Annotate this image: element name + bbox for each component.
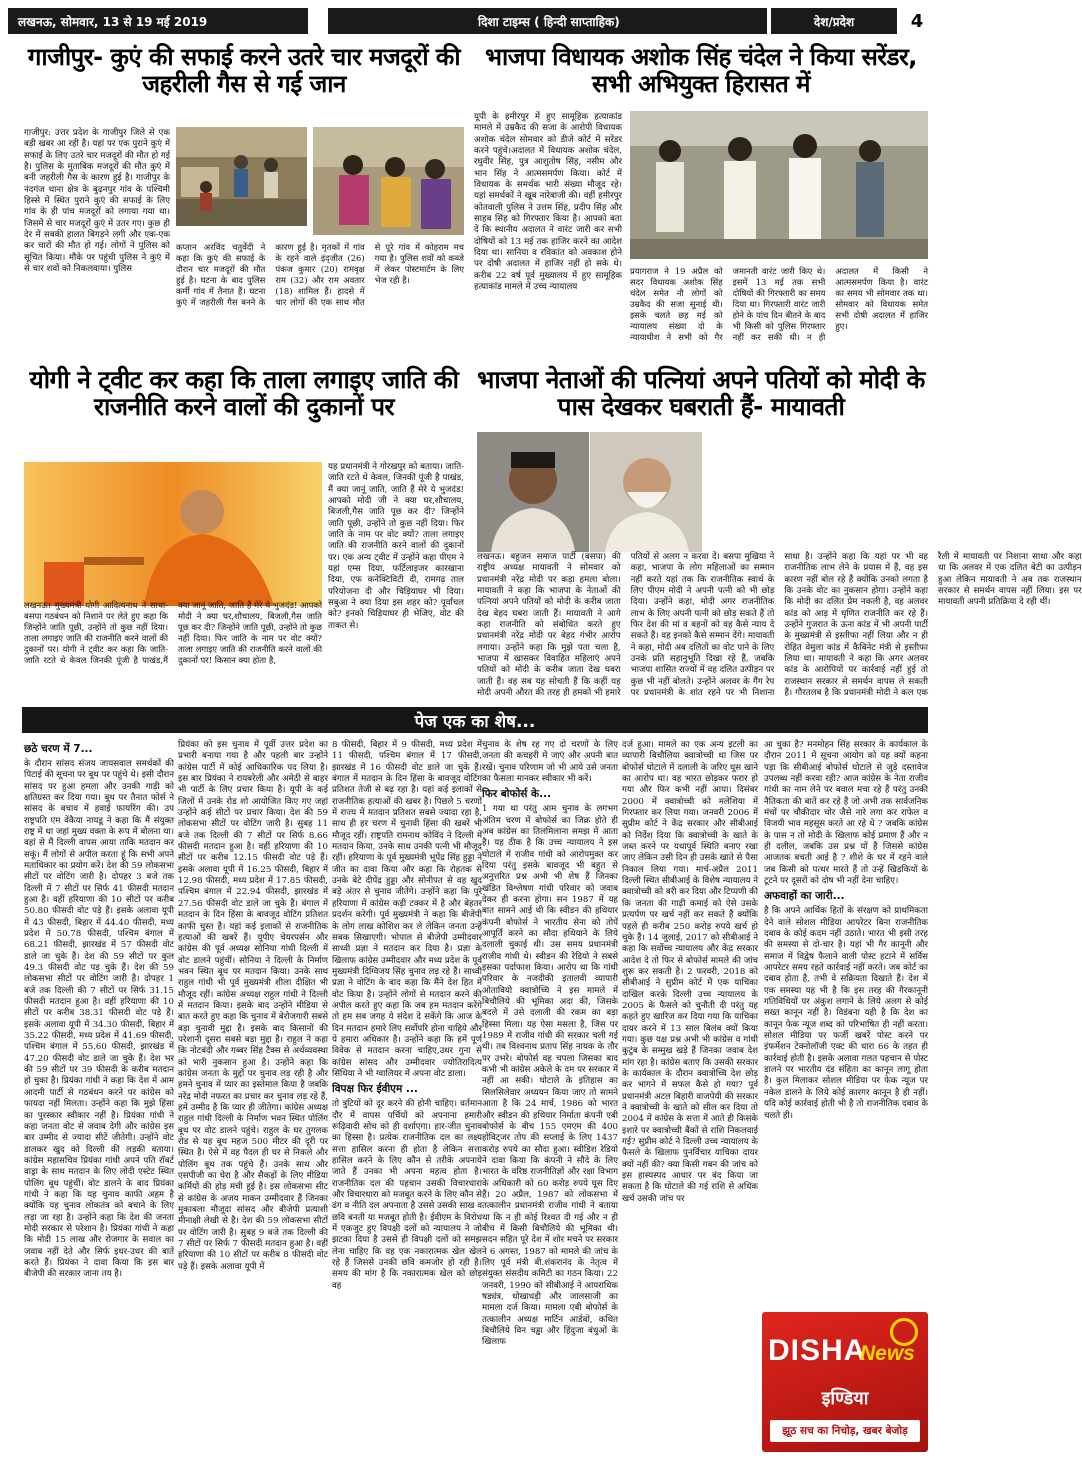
continuation-head-bofors: फिर बोफोर्स के... xyxy=(482,788,552,801)
continuation-head-rumours: अफवाहों का जारी... xyxy=(764,890,845,903)
continuation-text-priyanka: प्रियंका को इस चुनाव में पूर्वी उत्तर प्रदेश का प्रभारी बनाया गया है और पहली बार उन्होंने कांग्रेस पार्टी में कोई आधिकारिक पद लिया है। इस बार प्रियंका ने रायबरेली और अमेठी से बाहर भी पार्टी के लिए प्रचार किया है। यूपी के कई जिलों में उनके रोड शो आयोजित किए गए जहां उन्होंने कई सीटों पर प्रचार किया। देश की 59 लोकसभा सीटों पर वोटिंग जारी है। सुबह 11 बजे तक दिल्ली की 7 सीटों पर सिर्फ 8.66 फीसदी मतदान हुआ है। वहीं हरियाणा की 10 सीटों पर करीब 12.15 फीसदी वोट पड़े हैं। इसके अलावा यूपी में 16.25 फीसदी, बिहार में 12.98 फीसदी, मध्य प्रदेश में 17.85 फीसदी, पश्चिम बंगाल में 22.94 फीसदी, झारखंड में 27.56 फीसदी वोट डाले जा चुके हैं। बंगाल में मतदान के दिन हिंसा के बावजूद वोटिंग प्रतिशत काफी चुस्त है। यहां कई इलाकों से राजनीतिक हत्याओं की खबरें हैं। यूपीए चेयरपर्सन और कांग्रेस की पूर्व अध्यक्ष सोनिया गांधी दिल्ली में वोट डालने पहुंचीं। सोनिया ने दिल्ली के निर्माण भवन स्थित बूथ पर मतदान किया। उनके साथ राहुल गांधी भी पूर्व मुख्यमंत्री शीला दीक्षित भी मौजूद रहीं। कांग्रेस अध्यक्ष राहुल गांधी ने दिल्ली में मतदान किया। इसके बाद उन्होंने मीडिया से बात करते हुए कहा कि चुनाव में बेरोजगारी सबसे बड़ा चुनावी मुद्दा है। इसके बाद किसानों की परेशानी दूसरा सबसे बड़ा मुद्दा है। राहुल ने कहा कि नोटबंदी और गब्बर सिंह टैक्स से अर्थव्यवस्था को भारी नुकसान हुआ है। उन्होंने कहा कि कांग्रेस जनता के मुद्दों पर चुनाव लड़ रही है और हमने चुनाव में प्यार का इस्तेमाल किया है जबकि नरेंद्र मोदी नफरत का प्रचार कर चुनाव लड़ रहे हैं, हमें उम्मीद है कि प्यार ही जीतेगा। कांग्रेस अध्यक्ष राहुल गांधी दिल्ली के निर्माण भवन स्थित पोलिंग बूथ पर वोट डालने पहुंचे। राहुल के घर तुगलक रोड से यह बूथ महज 500 मीटर की दूरी पर स्थित है। ऐसे में वह पैदल ही घर से निकले और पोलिंग बूथ तक पहुंचे हैं। उनके साथ और एसपीजी का घेरा है और सैकड़ों के लिए मीडिया कर्मियों की होड़ मची हुई है। इस लोकसभा सीट से कांग्रेस के अजय माकन उम्मीदवार हैं जिनका मुकाबला मौजूदा सांसद और बीजेपी प्रत्याशी मीनाक्षी लेखी से है। देश की 59 लोकसभा सीटों पर वोटिंग जारी है। सुबह 9 बजे तक दिल्ली की 7 सीटों पर सिर्फ 7 फीसदी मतदान हुआ है। वहीं हरियाणा की 10 सीटों पर करीब 8 फीसदी वोट पड़े हैं। इसके अलावा यूपी में xyxy=(178,740,328,1272)
continuation-head-phase6: छठे चरण में 7... xyxy=(24,743,93,755)
well-rescue-photo xyxy=(176,127,307,226)
story2-body: यूपी के हमीरपुर में हुए सामूहिक हत्याकांड मामले में उम्रकैद की सजा के आरोपी विधायक अशोक चंदेल सोमवार को डीजे कोर्ट में सरेंडर करने पहुंचे।अदालत में विधायक अशोक चंदेल, रघुवीर सिंह, पुत्र आशुतोष सिंह, नसीम और भान सिंह ने आत्मसमर्पण किया। कोर्ट में विधायक के समर्थक भारी संख्या मौजूद रहे। यहां समर्थकों ने खूब नारेबाजी की। वहीं हमीरपुर कोतवाली पुलिस ने उत्तम सिंह, प्रदीप सिंह और साहब सिंह को गिरफ्तार किया है। आपको बता दें कि स्थानीय अदालत ने वारंट जारी कर सभी दोषियों को 13 मई तक हाजिर करने का आदेश दिया था। सानिया व रविकांत को अवकाश होने पर दोषी अदालत में हाजिर नहीं हो सके थे। करीब 22 वर्ष पूर्व मुख्यालय में हुए सामूहिक हत्याकांड मामले में उच्च न्यायालय xyxy=(474,112,622,293)
story3-headline: योगी ने ट्वीट कर कहा कि ताला लगाइए जाति की राजनीति करने वालों की दुकानों पर xyxy=(29,365,459,422)
story2-headline: भाजपा विधायक अशोक सिंह चंदेल ने किया सरेंडर, सभी अभियुक्त हिरासत में xyxy=(485,43,917,98)
continuation-text-bofors2: दर्ज हुआ। मामले का एक अन्य इटली का व्यापारी बिचौलिया क्वात्रोच्ची था जिस पर बोफोर्स घोटाले में दलाली के जरिए घूस खाने का आरोप था। वह भारत छोड़कर फरार हो गया और फिर कभी नहीं आया। दिसंबर 2000 में क्वात्रोच्ची को मलेशिया में गिरफ्तार कर लिया गया। जनवरी 2006 में सुप्रीम कोर्ट ने केंद्र सरकार और सीबीआई को निर्देश दिया कि क्वात्रोच्ची के खाते के जब्त करने पर यथापूर्व स्थिति बनाए रखा जाए लेकिन उसी दिन ही उसके खाते से पैसा निकाल लिया गया। मार्च-अप्रैल 2011 दिल्ली स्थित सीबीआई के विशेष न्यायालय ने क्वात्रोच्ची को बरी कर दिया और टिप्पणी की कि जनता की गाढ़ी कमाई को ऐसे उसके प्रत्यर्पण पर खर्च नहीं कर सकते हैं क्योंकि पहले ही करीब 250 करोड़ रुपये खर्च हो चुके हैं। 14 जुलाई, 2017 को सीबीआई ने कहा कि सर्वोच्च न्यायालय और केंद्र सरकार आदेश दे तो फिर से बोफोर्स मामले की जांच शुरू कर सकती है। 2 फरवरी, 2018 को सीबीआई ने सुप्रीम कोर्ट में एक याचिका दाखिल करके दिल्ली उच्च न्यायालय के 2005 के फैसले को चुनौती दी परंतु यह कहते हुए खारिज कर दिया गया कि याचिका दायर करने में 13 साल बिलंब क्यों किया गया। कुछ यक्ष प्रश्न अभी भी कांग्रेस व गांधी कुटुंब के सम्मुख खड़े हैं जिनका जवाब देश मांग रहा है। कांग्रेस बताए कि उसकी सरकार के कार्यकाल के दौरान क्वात्रोच्चि देश छोड़ कर भागने में सफल कैसे हो गया? पूर्व प्रधानमंत्री अटल बिहारी वाजपेयी की सरकार ने क्वात्रोच्ची के खाते को सील कर दिया तो 2004 में कांग्रेस के सत्ता में आते ही किसके इशारे पर क्वात्रोच्ची बैंकों से राशि निकलवाई गई? सुप्रीम कोर्ट ने दिल्ली उच्च न्यायालय के फैसले के खिलाफ पुनर्विचार याचिका दायर क्यों नहीं की? क्या किसी गबन की जांच को इस हास्यस्पद आधार पर बंद किया जा सकता है कि घोटाले की गई राशि से अधिक खर्च उसकी जांच पर xyxy=(622,740,759,1204)
ad-brand-india: इण्डिया xyxy=(821,1388,869,1409)
continuation-text-bofors3: आ चुका है? मनमोहन सिंह सरकार के कार्यकाल के दौरान 2011 में सूचना आयोग को यह क्यों कहना पड़ा कि सीबीआई बोफोर्स घोटाले से जुड़े दस्तावेज उपलब्ध नहीं करवा रही? आज कांग्रेस के नेता राजीव गांधी का नाम लेने पर बवाल मचा रहे हैं परंतु उनकी नैतिकता की बातें कर रहे हैं जो अभी तक सार्वजनिक मंचों पर चौकीदार चोर जैसे नारे लगा कर राफेल व विजयी भाव महसूस करते आ रहे थे ? जबकि कांग्रेस के पास न तो मोदी के खिलाफ कोई प्रमाण हैं और न ही दलील, जबकि उस प्रश्न यों हैं जिससे कांग्रेस आजतक बचती आई है ? शीशे के घर में रहने वाले जब किसी को पत्थर मारते हैं तो उन्हें खिड़कियों के टूटने पर दूसरों को दोष भी नहीं देना चाहिए। xyxy=(764,740,928,887)
continuation-text-rumours: है कि अपने आर्थिक हितों के संरक्षण को प्राथमिकता देने वाले सोशल मीडिया आपरेटर बिना राजनीतिक दबाव के कोई कदम नहीं उठाते। भारत भी इसी तरह की समस्या से दो-चार है। यहां भी गैर कानूनी और समाज में विद्वेष फैलाने वाली पोस्ट हटाने में सर्विस आपरेटर समय रहते कार्रवाई नहीं करते। जब कोर्ट का दबाव होता है, तभी वे सक्रियता दिखाते हैं। देश में एक समस्या यह भी है कि इस तरह की गैरकानूनी गतिविधियों पर अंकुश लगाने के लिये अलग से कोई सख्त कानून नहीं है। विडंबना यही है कि देश का कानून फेक न्यूज शब्द को परिभाषित ही नहीं करता। सोशल मीडिया पर फर्जी खबरें पोस्ट करने पर इंफर्मेशन टेक्नोलॉजी एक्ट की धारा 66 के तहत ही कार्रवाई होती है। इसके अलावा गलत पहचान से पोस्ट डालने पर भारतीय दंड संहिता का कानून लागू होता है। कुल मिलाकर सोशल मीडिया पर फेक न्यूज पर नकेल डालने के लिये कोई कारगर कानून है ही नहीं। यदि कोई कार्रवाई होती भी है तो राजनीतिक दबाव के चलते ही। xyxy=(764,906,928,1121)
story3-body: यह प्रधानमंत्री ने गोरखपुर को बताया। जाति-जाति रटते थे केवल, जिनकी पूंजी है पाखंड, मैं क्या जानूं जाति, जाति हैं मेरे ये भुजदंड! आपको मोदी जी ने क्या घर,शौचालय, बिजली,गैस जाति पूछ कर दी? जिन्होंने जाति पूछी, उन्होंने तो कुछ नहीं दिया। फिर जाति के नाम पर वोट क्यों? ताला लगाइए जाति की राजनीति करने वालों की दुकानों पर। एक अन्य ट्वीट में उन्होंने कहा पीएम ने यहां एम्स दिया, फर्टिलाइजर कारखाना दिया, एफ कनेक्टिविटी दी, रामगढ़ ताल परियोजना दी और चिड़ियाघर भी दिया। सबुआ ने क्या दिया इस शहर को? पूर्वांचल को? इनको चिड़ियाघर ही भेजिए, वोट की ताकत से। xyxy=(328,462,464,631)
yogi-image xyxy=(24,462,322,606)
ad-brand-disha: DISHA xyxy=(768,1334,867,1367)
page-number: 4 xyxy=(897,8,937,34)
story1-caption: कप्तान अरविंद चतुर्वेदी ने कहा कि कुएं की सफाई के दौरान चार मजदूरों की मौत हुई है। घटना के बाद पुलिस कर्मी गांव में तैनात हैं। घटना कुएं में जहरीली गैस बनने के कारण हुई है। मृतकों में गांव के रहने वाले इंद्जीत (26) पंकज कुमार (20) रामवृक्ष राम (32) और राम अवतार (18) शामिल हैं। हादसे में चार लोगों की एक साथ मौत से पूरे गांव में कोहराम मच गया है। पुलिस शवों को कब्जे में लेकर पोस्टमार्टम के लिए भेज रही है। xyxy=(176,242,464,307)
continuation-col2 xyxy=(178,740,328,1452)
mayawati-modi-image xyxy=(477,432,702,552)
well-rescue-image xyxy=(176,127,307,226)
mourning-women-image xyxy=(313,127,464,235)
story2-caption: प्रयागराज ने 19 अप्रैल को सदर विधायक अशोक सिंह चंदेल समेत नौ लोगों को उम्रकैद की सजा सुनाई थी। इसके चलते छह मई को न्यायालय संख्या दो के न्यायाधीश ने सभी को गैर जमानती वारंट जारी किए थे। इसमें 13 मई तक सभी दोषियों की गिरफ्तारी का समय दिया था। गिरफ्तारी वारंट जारी होने के पांच दिन बीतने के बाद भी किसी को पुलिस गिरफ्तार नहीं कर सकी थी। न ही अदालत में किसी ने आत्मसमर्पण किया है। वारंट का समय भी सोमवार तक था। सोमवार को विधायक समेत सभी दोषी अदालत में हाजिर हुए। xyxy=(630,266,928,342)
section-name: देश/प्रदेश xyxy=(767,8,897,34)
continuation-text-polling: 8 फीसदी, बिहार में 9 फीसदी, मध्य प्रदेश में 11 फीसदी, पश्चिम बंगाल में 17 फीसदी, झारखंड में 16 फीसदी वोट डाले जा चुके हैं। बंगाल में मतदान के दिन हिंसा के बावजूद वोटिंग प्रतिशत तेजी से बढ़ रहा है। यहां कई इलाकों से राजनीतिक हत्याओं की खबर है। पिछले 5 चरणों में राज्य में मतदान प्रतिशत सबसे ज्यादा रहा है, साथ ही हर चरण में चुनावी हिंसा की खबरें भी मौजूद रहीं। राष्ट्रपति रामनाथ कोविंद ने दिल्ली में मतदान किया, उनके साथ उनकी पत्नी भी मौजूद रहीं। हरियाणा के पूर्व मुख्यमंत्री भूपेंद्र सिंह हुड्डा ने जीत का दावा किया और कहा कि रोहतक से उनके बेटे दीपेंद्र हुड्डा और सोनीपत से वह खुद बड़े अंतर से चुनाव जीतेंगे। उन्होंने कहा कि पूरे हरियाणा में कांग्रेस कड़ी टक्कर में है और बेहतर प्रदर्शन करेगी। पूर्व मुख्यमंत्री ने कहा कि बीजेपी के लोग लाख कोशिश कर ले लेकिन जनता उन्हें सबक सिखाएगी। भोपाल से बीजेपी उम्मीदवार साध्वी प्रज्ञा ने मतदान कर दिया है। प्रज्ञा के खिलाफ कांग्रेस उम्मीदवार और मध्य प्रदेश के पूर्व मुख्यमंत्री दिग्विजय सिंह चुनाव लड़ रहे हैं। साध्वी प्रज्ञा ने वोटिंग के बाद कहा कि मैंने देश हित में वोट किया है। उन्होंने लोगों से मतदान करने की अपील करते हुए कहा कि जब हम मतदान करेंगे तो हम सब जगह ये संदेश दे सकेंगे कि आज के दिन मतदान हमारे लिए सर्वोपरि होना चाहिये और ये हमारा अधिकार है। उन्होंने कहा कि हमें पूर्ण विवेक से मतदान करना चाहिए,उधर गुना से कांग्रेस सांसद और उम्मीदवार ज्योतिरादित्य सिंधिया ने भी ग्वालियर में अपना वोट डाला। xyxy=(332,740,482,1079)
continuation-col1 xyxy=(24,740,174,1452)
issue-date: लखनऊ, सोमवार, 13 से 19 मई 2019 xyxy=(8,8,308,34)
continuation-col6 xyxy=(764,740,928,1306)
continuation-col3 xyxy=(332,740,482,1452)
masthead-gap xyxy=(308,8,328,34)
paper-name: दिशा टाइम्स ( हिन्दी साप्ताहिक) xyxy=(328,8,767,34)
story4-headline: भाजपा नेताओं की पत्नियां अपने पतियों को मोदी के पास देखकर घबराती हैं- मायावती xyxy=(477,365,925,422)
story1-body: गाजीपुर: उत्तर प्रदेश के गाजीपुर जिले से एक बड़ी खबर आ रही है। यहां पर एक पुराने कुएं में सफाई के लिए उतरे चार मजदूरों की मौत हो गई है। पुलिस के मुताबिक मजदूरों की मौत कुएं में बनी जहरीली गैस के कारण हुई है। गाजीपुर के नंदगंज थाना क्षेत्र के बुढ़नपुर गांव के पश्चिमी हिस्से में स्थित पुराने कुएं की सफाई के लिए गांव के ही पांच मजदूरों को लगाया गया था। जिसमें से चार मजदूरों कुएं में उतर गए। कुछ ही देर में सबकी हालत बिगड़ने लगी और एक-एक कर चारों की मौत हो गई। लोगों ने पुलिस को सूचित किया। मौके पर पहुंची पुलिस ने कुएं में से चार शवों को निकलवाया। पुलिस xyxy=(24,128,170,275)
masthead-bar xyxy=(8,8,937,34)
story4-text: लखनऊ। बहुजन समाज पार्टी (बसपा) की राष्ट्रीय अध्यक्ष मायावती ने सोमवार को प्रधानमंत्री नरेंद्र मोदी पर कड़ा हमला बोला। मायावती ने कहा कि भाजपा के नेताओं की पत्नियां अपने पतियों को मोदी के करीब जाता देख बेहद घबरा जाती हैं। मायावती ने आगे कहा राजनीति को संबोधित करते हुए प्रधानमंत्री नरेंद्र मोदी पर बेहद गंभीर आरोप लगाया। उन्होंने कहा कि मुझे पता चला है, भाजपा में खासकर विवाहित महिलाएं अपने पतियों को मोदी के करीब जाता देख घबरा जाती हैं। वह सब यह सोचती हैं कि कहीं यह मोदी अपनी औरत की तरह ही हमको भी हमारे पतियों से अलग न करवा दें। बसपा मुखिया ने कहा, भाजपा के लोग महिलाओं का सम्मान नहीं करते यहां तक कि राजनीतिक स्वार्थ के लिए पीएम मोदी ने अपनी पत्नी को भी छोड़ दिया। उन्होंने कहा, मोदी अगर राजनीतिक लाभ के लिए अपनी पत्नी को छोड़ सकते हैं तो फिर देश की मां व बहनों को वह कैसे न्याय दे सकते हैं। वह इनको कैसे सम्मान देंगे। मायावती ने कहा, मोदी अब दलितों का वोट पाने के लिए उनके प्रति सहानुभूति दिखा रहे हैं, जबकि भाजपा शासित राज्यों में वह दलित उत्पीड़न पर कुछ भी नहीं बोलते। उन्होंने अलवर के गैंग रेप पर प्रधानमंत्री के शांत रहने पर भी निशाना साधा है। उन्होंने कहा कि यहां पर भी वह राजनीतिक लाभ लेने के प्रयास में हैं, वह इस कारण नहीं बोल रहे हैं क्योंकि उनको लगता है कि उनके वोट का नुकसान होगा। उन्होंने कहा कि मोदी का दलित प्रेम नकली है, वह अलवर कांड को आड़ में घृणित राजनीति कर रहे हैं। उन्होंने गुजरात के ऊना कांड में भी अपनी पार्टी के मुख्यमंत्री से इस्तीफा नहीं लिया और न ही रोहित वेमुला कांड में कैबिनेट मंत्री से इस्तीफा लिया था। मायावती ने कहा कि अगर अलवर कांड के आरोपियों पर कार्रवाई नहीं हुई तो राजस्थान सरकार से समर्थन वापस ले सकती हैं। गौरतलब है कि प्रधानमंत्री मोदी ने कल एक रैली में मायावती पर निशाना साधा और कहा था कि अलवर में एक दलित बेटी का उत्पीड़न हुआ लेकिन मायावती ने अब तक राजस्थान सरकार से समर्थन वापस नहीं लिया। इस पर मायावती अपनी प्रतिक्रिया दे रही थीं। xyxy=(477,552,1082,699)
mla-surrender-image xyxy=(630,111,928,259)
continuation-head-evm: विपक्ष फिर ईवीएम ... xyxy=(332,1083,418,1096)
continuation-text-evm: तो त्रुटियों को दूर करने की होनी चाहिए। वर्तमान दौर में वापस पर्चियों को अपनाना हमारी रूढ़िवादी सोच को ही दर्शाएगा। हार-जीत चुनाव का हिस्सा है। प्रत्येक राजनीतिक दल का लक्ष्य सत्ता हासिल करना ही होता है लेकिन सत्ता हासिल करने के लिए कौन से तरीके अपनाये जाते हैं उनका भी अपना महत्व होता है। राजनीतिक दल की पहचान उसकी विचारधारा और विचारधारा को मजबूत करने के लिए कौन से ढंग व नीति दल अपनाता है उससे उसकी साख व छवि बनती या मजबूत होती है। ईवीएम के विरोध में एकजुट हुए विपक्षी दलों को न्यायालय ने जो झटका दिया है उससे ही विपक्षी दलों को समझ लेना चाहिए कि वह एक नकारात्मक खेल खेल रहे हैं जिससे उनकी छवि कमजोर हो रही है। समय की मांग है कि नकारात्मक खेल को छोड़ वह xyxy=(332,1099,482,1291)
mourning-women-photo xyxy=(313,127,464,235)
continuation-col4 xyxy=(482,740,618,1452)
mayawati-modi-photo xyxy=(477,432,702,552)
continuation-col5 xyxy=(622,740,758,1452)
disha-news-ad xyxy=(762,1312,928,1452)
continuation-text-evm-end: चुनाव के शेष रह गए दो चरणों के लिए जनता की कचहरी में जाएं और अपनी बात रखें। चुनाव परिणाम जो भी आये उसे जनता का फैसला मानकर स्वीकार भी करें। xyxy=(482,740,618,785)
continuation-text-bofors: 1 गया था परंतु आम चुनाव के लगभग अंतिम चरण में बोफोर्स का जिक्र होते ही अब कांग्रेस का तिलमिलाना समझ में आता है। यह ठीक है कि उच्च न्यायालय ने इस घोटाले में राजीव गांधी को आरोपमुक्त कर दिया परंतु इसके बावजूद भी बहुत से अनुत्तरित प्रश्न अभी भी शेष हैं जिनका खंडित विश्लेषण गांधी परिवार को जवाब देकर ही करना होगा। सन 1987 में यह बात सामने आई थी कि स्वीडन की हथियार कंपनी बोफोर्स ने भारतीय सेना को तोपें आपूर्ति करने का सौदा हथियाने के लिये दलाली चुकाई थी। उस समय प्रधानमंत्री राजीव गांधी थे। स्वीडन की रेडियो ने सबसे इसका पर्दाफाश किया। आरोप था कि गांधी परिवार के नजदीकी इतालवी व्यापारी ओतावियो क्वात्रोच्चि ने इस मामले में बिचौलिये की भूमिका अदा की, जिसके बदले में उसे दलाली की रकम का बड़ा हिस्सा मिला। यह ऐसा मसला है, जिस पर 1989 में राजीव गांधी की सरकार चली गई थी। तब विश्वनाथ प्रताप सिंह नायक के तौर पर उभरे। बोफोर्स वह चपला जिसका बाद कभी भी कांग्रेस अकेले के दम पर सरकार में नहीं आ सकी। घोटाले के इतिहास का सिलसिलेवार अध्ययन किया जाए तो सामने आता है कि 24 मार्च, 1986 को भारत और स्वीडन की हथियार निर्माता कंपनी एबी बोफोर्स के बीच 155 एमएम की 400 होविट्जर तोप की सप्लाई के लिए 1437 करोड़ रुपये का सौदा हुआ। स्वीडिश रेडियो ने दावा किया कि कंपनी ने सौदे के लिए भारत के वरिष्ठ राजनीतिज्ञों और रक्षा विभाग के अधिकारी को 60 करोड़ रुपये घूस दिए हैं। 20 अप्रैल, 1987 को लोकसभा में तत्कालीन प्रधानमंत्री राजीव गांधी ने बताया था कि न ही कोई रिश्वत दी गई और न ही बीच में किसी बिचौलिये की भूमिका थी। सदन सहित पूरे देश में शोर मचने पर सरकार ने 6 अगस्त, 1987 को मामले की जांच के लिए पूर्व मंत्री बी.शंकरानंद के नेतृत्व में संयुक्त संसदीय कमिटी का गठन किया। 22 जनवरी, 1990 को सीबीआई ने आपराधिक षड्यंत्र, धोखाधड़ी और जालसाजी का मामला दर्ज किया। मामला एबी बोफोर्स के तत्कालीन अध्यक्ष मार्टिन आर्डबो, कथित बिचौलिये विन चड्ढा और हिंदुजा बंधुओं के खिलाफ xyxy=(482,804,618,1348)
story4-body xyxy=(477,552,1082,702)
story1-headline: गाजीपुर- कुएं की सफाई करने उतरे चार मजदूरों की जहरीली गैस से गई जान xyxy=(27,43,461,98)
continuation-text-phase6: के दौरान सांसद संजय जायसवाल समर्थकों की पिटाई की सूचना पर बूथ पर पहुंचे थे। इसी दौरान सांसद पर हुआ हमला और उनकी गाड़ी को क्षतिग्रस्त कर दिया गया। बूथ पर तैनात फोर्स ने सांसद के बचाव में हवाई फायरिंग की। उप राष्ट्रपति एम वेंकैया नायडू ने कहा कि मैं संयुक्त राष्ट्र में था जहां मुख्य वक्ता के रूप में बोलना था। वहां से मैं दिल्ली वापस आया ताकि मतदान कर सकूं। मैं लोगों से अपील करता हूं कि सभी अपने मताधिकार का प्रयोग करें। देश की 59 लोकसभा सीटों पर वोटिंग जारी है। दोपहर 3 बजे तक दिल्ली में 7 सीटों पर सिर्फ 41 फीसदी मतदान हुआ है। वहीं हरियाणा की 10 सीटों पर करीब 50.80 फीसदी वोट पड़े हैं। इसके अलावा यूपी में 43 फीसदी, बिहार में 44.40 फीसदी, मध्य प्रदेश में 50.78 फीसदी, पश्चिम बंगाल में 68.21 फीसदी, झारखंड में 57 फीसदी वोट डाले जा चुके हैं। देश की 59 सीटों पर कुल 49.3 फीसदी वोट पड़ चुके हैं। देश की 59 लोकसभा सीटों पर वोटिंग जारी है। दोपहर 1 बजे तक दिल्ली की 7 सीटों पर सिर्फ 31.15 फीसदी मतदान हुआ है। वहीं हरियाणा की 10 सीटों पर करीब 38.31 फीसदी वोट पड़े हैं। इसके अलावा यूपी में 34.30 फीसदी, बिहार में 35.22 फीसदी, मध्य प्रदेश में 41.69 फीसदी, पश्चिम बंगाल में 55.60 फीसदी, झारखंड में 47.20 फीसदी वोट डाले जा चुके हैं। देश भर की 59 सीटों पर 39 फीसदी के करीब मतदान हो चुका है। प्रियंका गांधी ने कहा कि देश में आम आदमी पार्टी से गठबंधन करने पर कांग्रेस को फायदा नहीं मिलता। उन्होंने कहा कि मुझे हिंसा का पुरस्कार स्वीकार नहीं है। प्रियंका गांधी ने कहा जनता वोट से जवाब देगी और कांग्रेस इस बार उम्मीद से ज्यादा सीटें जीतेगी। उन्होंने वोट डालकर खुद को दिल्ली की लड़की बताया। कांग्रेस महासचिव प्रियंका गांधी अपने पति रॉबर्ट वाड्रा के साथ मतदान के लिए लोदी एस्टेट स्थित पोलिंग बूथ पहुंचीं। वोट डालने के बाद प्रियंका गांधी ने कहा कि यह चुनाव काफी अहम है क्योंकि यह चुनाव लोकतंत्र को बचाने के लिए लड़ा जा रहा है। उन्होंने कहा कि देश की जनता मोदी सरकार से परेशान है। प्रियंका गांधी ने कहा कि मोदी 15 लाख और रोजगार के सवाल का जवाब नहीं देते और सिर्फ इधर-उधर की बातें करते हैं। प्रियंका ने दावा किया कि इस बार बीजेपी की सरकार जाना तय है। xyxy=(24,758,174,1280)
ad-brand-news: News xyxy=(860,1342,915,1365)
mla-surrender-photo xyxy=(630,111,928,259)
continuation-banner: पेज एक का शेष... xyxy=(22,707,928,733)
yogi-photo xyxy=(24,462,322,606)
story3-caption: लखनऊ। मुख्यमंत्री योगी आदित्यनाथ ने साधा-बसपा गठबंधन को निशाने पर लेते हुए कहा कि जिन्होंने जाति पूछी, उन्होंने तो कुछ नहीं दिया। ताला लगाइए जाति की राजनीति करने वालों की दुकानों पर। योगी ने ट्वीट कर कहा कि जाति-जाति रटते थे केवल जिनकी पूंजी है पाखंड,मैं क्या जानूं जाति, जाति हैं मेरे ये भुजदंड! आपको मोदी ने क्या घर,शौचालय, बिजली,गैस जाति पूछ कर दी? जिन्होंने जाति पूछी, उन्होंने तो कुछ नहीं दिया। फिर जाति के नाम पर वोट क्यों? ताला लगाइए जाति की राजनीति करने वालों की दुकानों पर! किसान क्या होता है, xyxy=(24,600,322,665)
ad-tagline: झूठ सच का निचोड़, खबर बेजोड़ xyxy=(770,1420,920,1442)
